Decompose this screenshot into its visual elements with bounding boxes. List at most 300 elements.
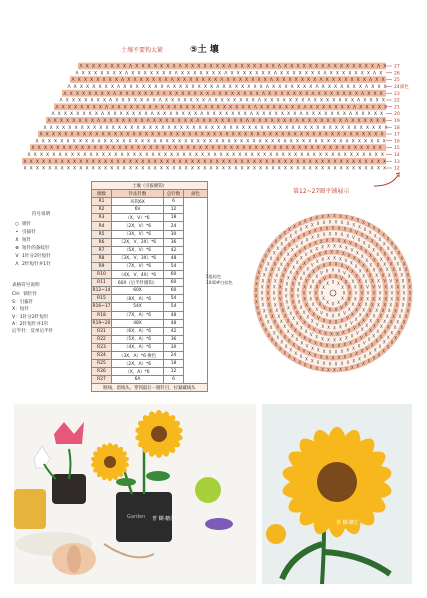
stitch-mark: X — [71, 98, 75, 104]
table-footer-row — [92, 384, 208, 392]
stitch-mark: Λ — [357, 98, 361, 104]
round-stitch-mark: X — [400, 272, 404, 278]
round-stitch-mark: X — [298, 221, 302, 226]
round-stitch-mark: X — [340, 318, 344, 324]
round-stitch-mark: X — [294, 328, 297, 333]
round-stitch-mark: X — [276, 256, 280, 262]
stitch-mark: X — [164, 98, 168, 104]
row-label: 21 — [394, 105, 400, 111]
stitch-mark: X — [244, 132, 248, 138]
stitch-mark: X — [70, 132, 74, 138]
stitch-mark: X — [39, 132, 43, 138]
stitch-mark: X — [318, 112, 322, 118]
stitch-mark: X — [259, 166, 263, 172]
stitch-mark: X — [85, 64, 89, 70]
stitch-mark: X — [279, 146, 283, 152]
stitch-mark: X — [258, 139, 262, 145]
round-stitch-mark: X — [287, 275, 290, 281]
stitch-mark: X — [242, 146, 246, 152]
stitch-mark: X — [327, 85, 331, 90]
table-cell: R22 — [92, 335, 112, 343]
table-cell: 6 — [164, 198, 184, 206]
stitch-mark: X — [242, 71, 246, 77]
round-stitch-mark: X — [347, 328, 351, 334]
stitch-mark: X — [128, 166, 132, 172]
round-stitch-mark: X — [297, 299, 301, 305]
round-stitch-mark: X — [402, 261, 406, 267]
round-stitch-mark: X — [334, 307, 338, 313]
stitch-mark: X — [79, 85, 83, 90]
legend-text: 短针 — [22, 238, 32, 243]
stitch-mark: Λ — [295, 119, 299, 124]
table-cell: 60 — [164, 279, 184, 287]
stitch-mark: X — [284, 64, 288, 70]
stitch-mark: X — [69, 91, 73, 97]
table-cell: R23 — [92, 343, 112, 351]
stitch-mark: X — [87, 146, 91, 152]
stitch-mark: X — [137, 71, 141, 77]
stitch-mark: X — [252, 166, 256, 172]
table-cell: R18 — [92, 311, 112, 319]
stitch-mark: Λ — [101, 112, 105, 118]
legend-symbol: ⊗ — [15, 246, 19, 251]
stitch-mark: X — [184, 166, 188, 172]
stitch-mark: X — [343, 132, 347, 138]
stitch-mark: X — [224, 91, 228, 97]
stitch-mark: X — [296, 64, 300, 70]
stitch-mark: X — [190, 139, 194, 145]
stitch-mark: Λ — [245, 119, 249, 124]
table-cell: R5 — [92, 230, 112, 238]
stitch-mark: Λ — [345, 119, 349, 124]
stitch-mark: X — [276, 119, 280, 124]
stitch-mark: X — [377, 85, 381, 90]
round-stitch-mark: X — [325, 268, 329, 274]
round-stitch-mark: X — [386, 324, 390, 330]
round-stitch-mark: X — [302, 270, 306, 276]
stitch-mark: X — [332, 98, 336, 104]
stitch-mark: X — [372, 125, 376, 131]
round-stitch-mark: X — [341, 285, 344, 290]
stitch-mark: X — [109, 119, 113, 124]
round-stitch-mark: X — [396, 284, 400, 290]
stitch-mark: X — [297, 105, 301, 111]
round-stitch-mark: X — [266, 261, 270, 267]
stitch-mark: X — [141, 85, 145, 90]
stitch-mark: X — [121, 119, 125, 124]
round-stitch-mark: X — [357, 343, 361, 349]
stitch-mark: X — [179, 125, 183, 131]
round-stitch-mark: V — [340, 305, 343, 311]
round-stitch-mark: V — [362, 340, 366, 346]
round-stitch-mark: X — [279, 329, 283, 335]
stitch-mark: X — [302, 64, 306, 70]
stitch-mark: Λ — [166, 85, 170, 90]
stitch-mark: X — [363, 98, 367, 104]
stitch-mark: X — [207, 78, 211, 84]
round-stitch-mark: X — [386, 335, 390, 341]
round-stitch-mark: X — [334, 219, 338, 225]
stitch-mark: X — [23, 166, 27, 172]
stitch-mark: X — [164, 78, 168, 84]
round-stitch-mark: V — [317, 265, 320, 271]
stitch-mark: X — [271, 139, 275, 145]
stitch-mark: X — [312, 132, 316, 138]
round-stitch-mark: X — [333, 255, 336, 261]
stitch-mark: X — [151, 153, 155, 158]
round-stitch-mark: X — [328, 349, 332, 355]
stitch-mark: X — [267, 146, 271, 152]
stitch-mark: X — [91, 166, 95, 172]
stitch-mark: X — [202, 98, 206, 104]
stitch-mark: X — [123, 105, 127, 111]
round-stitch-mark: X — [254, 293, 258, 299]
table-cell: R19~20 — [92, 320, 111, 326]
round-stitch-mark: V — [315, 321, 319, 327]
stitch-mark: Λ — [67, 85, 71, 90]
stitch-mark: X — [124, 146, 128, 152]
stitch-mark: X — [348, 91, 352, 97]
stitch-mark: X — [277, 139, 281, 145]
stitch-mark: X — [383, 85, 387, 90]
round-stitch-mark: X — [397, 330, 401, 336]
stitch-mark: X — [89, 132, 93, 138]
stitch-mark: X — [328, 125, 332, 131]
stitch-mark: X — [185, 85, 189, 90]
round-stitch-mark: X — [339, 336, 342, 342]
stitch-mark: Λ — [208, 98, 212, 104]
round-stitch-mark: X — [350, 333, 354, 339]
stitch-mark: X — [206, 132, 210, 138]
stitch-mark: X — [83, 78, 87, 84]
stitch-mark: X — [120, 132, 124, 138]
round-stitch-mark: X — [303, 245, 307, 251]
stitch-mark: X — [217, 146, 221, 152]
stitch-mark: X — [338, 98, 342, 104]
round-stitch-mark: X — [309, 296, 313, 302]
stitch-mark: X — [331, 78, 335, 84]
stitch-mark: X — [263, 153, 267, 158]
stitch-mark: X — [194, 153, 198, 158]
section-mark: ⑤ — [190, 45, 198, 55]
round-stitch-mark: X — [350, 365, 354, 371]
round-stitch-mark: X — [350, 260, 353, 266]
stitch-mark: X — [263, 78, 267, 84]
stitch-mark: X — [152, 119, 156, 124]
round-stitch-mark: X — [297, 281, 301, 287]
round-stitch-mark: X — [404, 267, 408, 272]
stitch-mark: X — [29, 159, 33, 165]
stitch-mark: X — [289, 119, 293, 124]
stitch-mark: X — [343, 153, 347, 158]
round-stitch-mark: X — [406, 308, 410, 314]
round-stitch-mark: X — [367, 222, 371, 228]
round-stitch-mark: X — [360, 296, 363, 302]
round-stitch-mark: X — [365, 267, 369, 273]
round-stitch-mark: X — [349, 228, 353, 233]
round-stitch-mark: X — [340, 232, 344, 238]
round-stitch-mark: X — [321, 244, 324, 250]
stitch-mark: X — [246, 166, 250, 172]
stitch-mark: X — [357, 139, 361, 145]
round-stitch-mark: X — [311, 279, 315, 284]
round-stitch-mark: X — [259, 316, 262, 322]
round-stitch-mark: X — [261, 278, 265, 284]
stitch-mark: X — [291, 105, 295, 111]
stitch-mark: X — [344, 78, 348, 84]
legend-text: 1针分2针短针 — [22, 254, 51, 259]
round-stitch-mark: X — [305, 278, 308, 284]
round-stitch-mark: X — [351, 302, 355, 307]
stitch-mark: X — [199, 71, 203, 77]
stitch-mark: X — [295, 98, 299, 104]
round-stitch-mark: X — [322, 318, 326, 324]
stitch-mark: X — [167, 105, 171, 111]
round-stitch-mark: X — [274, 342, 278, 348]
stitch-mark: X — [299, 132, 303, 138]
stitch-mark: Λ — [63, 91, 67, 97]
round-stitch-mark: V — [378, 290, 382, 296]
round-stitch-mark: X — [325, 225, 329, 231]
stitch-mark: X — [145, 153, 149, 158]
stitch-mark: X — [153, 64, 157, 70]
stitch-mark: X — [105, 146, 109, 152]
stitch-mark: Λ — [307, 98, 311, 104]
stitch-mark: X — [175, 112, 179, 118]
stitch-mark: X — [252, 139, 256, 145]
round-stitch-mark: X — [343, 226, 347, 232]
stitch-mark: X — [184, 139, 188, 145]
stitch-mark: X — [198, 105, 202, 111]
stitch-mark: X — [271, 64, 275, 70]
stitch-mark: X — [48, 159, 52, 165]
stitch-mark: X — [268, 91, 272, 97]
stitch-mark: X — [286, 91, 290, 97]
stitch-mark: X — [225, 112, 229, 118]
round-stitch-mark: X — [298, 360, 302, 365]
round-stitch-mark: V — [349, 240, 352, 246]
stitch-mark: X — [95, 153, 99, 158]
round-stitch-mark: X — [334, 361, 338, 367]
round-stitch-mark: X — [290, 287, 294, 293]
stitch-mark: X — [301, 98, 305, 104]
stitch-mark: X — [184, 64, 188, 70]
stitch-mark: X — [323, 91, 327, 97]
stitch-mark: Λ — [249, 112, 253, 118]
round-stitch-mark: X — [377, 228, 381, 234]
stitch-mark: X — [240, 159, 244, 165]
table-cell: R6 — [92, 238, 112, 246]
stitch-mark: X — [364, 159, 368, 165]
stitch-mark: X — [60, 159, 64, 165]
stitch-mark: X — [121, 98, 125, 104]
legend2-item: S：引拔针 — [12, 299, 34, 305]
round-stitch-mark: X — [262, 308, 266, 314]
round-stitch-mark: X — [389, 261, 393, 267]
round-stitch-mark: X — [368, 351, 372, 356]
round-stitch-mark: X — [309, 216, 313, 222]
stitch-mark: X — [139, 78, 143, 84]
stitch-mark: X — [305, 112, 309, 118]
stitch-mark: X — [315, 105, 319, 111]
round-stitch-mark: X — [346, 221, 350, 227]
stitch-mark: X — [220, 98, 224, 104]
round-stitch-mark: X — [372, 355, 376, 361]
round-stitch-mark: X — [272, 290, 276, 296]
stitch-mark: X — [259, 85, 263, 90]
stitch-mark: X — [241, 125, 245, 131]
round-stitch-mark: X — [299, 315, 302, 321]
round-stitch-mark: X — [306, 266, 310, 272]
stitch-mark: X — [329, 71, 333, 77]
stitch-mark: X — [188, 132, 192, 138]
round-stitch-mark: X — [325, 312, 329, 318]
stitch-mark: X — [94, 112, 98, 118]
round-stitch-mark: X — [303, 335, 307, 341]
stitch-mark: X — [91, 64, 95, 70]
round-stitch-mark: X — [346, 359, 350, 365]
stitch-mark: X — [194, 112, 198, 118]
round-stitch-mark: X — [353, 255, 356, 261]
stitch-mark: X — [357, 119, 361, 124]
stitch-mark: X — [335, 146, 339, 152]
round-stitch-mark: X — [385, 267, 389, 273]
pot-text: Garden — [127, 514, 146, 520]
stitch-mark: X — [184, 159, 188, 165]
round-stitch-mark: X — [372, 296, 375, 302]
round-stitch-mark: X — [328, 273, 332, 279]
stitch-mark: X — [364, 166, 368, 172]
stitch-mark: X — [171, 139, 175, 145]
stitch-mark: X — [381, 78, 385, 84]
round-stitch-mark: X — [278, 346, 282, 352]
round-stitch-mark: X — [351, 279, 355, 284]
stitch-mark: X — [271, 166, 275, 172]
stitch-mark: X — [194, 132, 198, 138]
stitch-mark: Λ — [315, 85, 319, 90]
stitch-mark: X — [60, 139, 64, 145]
stitch-mark: X — [45, 132, 49, 138]
stitch-mark: X — [80, 105, 84, 111]
stitch-mark: X — [376, 166, 380, 172]
round-stitch-mark: X — [295, 321, 299, 326]
potted-flowers-photo — [14, 404, 256, 584]
stitch-mark: X — [290, 64, 294, 70]
round-stitch-mark: X — [255, 299, 258, 305]
stitch-mark: X — [79, 159, 83, 165]
table-cell: 24 — [164, 351, 184, 359]
legend-item — [12, 229, 70, 237]
stitch-mark: X — [373, 112, 377, 118]
stitch-mark: X — [325, 78, 329, 84]
stitch-mark: X — [210, 85, 214, 90]
round-stitch-mark: X — [379, 313, 383, 319]
stitch-mark: X — [326, 98, 330, 104]
round-stitch-mark: X — [287, 305, 290, 311]
stitch-mark: X — [248, 146, 252, 152]
stitch-mark: X — [106, 91, 110, 97]
round-stitch-mark: X — [270, 337, 274, 343]
stitch-mark: X — [167, 125, 171, 131]
stitch-mark: X — [375, 78, 379, 84]
stitch-mark: X — [270, 98, 274, 104]
round-stitch-mark: X — [334, 261, 338, 267]
round-stitch-mark: V — [323, 305, 326, 311]
stitch-mark: X — [246, 159, 250, 165]
stitch-mark: X — [237, 112, 241, 118]
stitch-mark: X — [365, 125, 369, 131]
round-stitch-mark: X — [358, 278, 361, 284]
round-stitch-mark: X — [315, 246, 319, 252]
round-stitch-mark: X — [331, 237, 335, 243]
round-stitch-mark: X — [358, 268, 362, 274]
stitch-mark: X — [100, 91, 104, 97]
stitch-mark: X — [345, 166, 349, 172]
stitch-mark: X — [80, 125, 84, 131]
round-stitch-mark: X — [378, 343, 382, 349]
stitch-mark: X — [181, 91, 185, 97]
stitch-mark: X — [215, 159, 219, 165]
stitch-mark: X — [199, 91, 203, 97]
symbol-legend — [12, 211, 70, 269]
round-stitch-mark: X — [261, 258, 265, 264]
round-stitch-mark: X — [345, 245, 348, 251]
stitch-mark: X — [221, 139, 225, 145]
stitch-mark: X — [233, 139, 237, 145]
stitch-mark: X — [349, 132, 353, 138]
round-stitch-mark: V — [355, 229, 358, 235]
stitch-mark: X — [218, 91, 222, 97]
round-stitch-mark: X — [286, 318, 290, 324]
stitch-mark: Λ — [228, 64, 232, 70]
stitch-mark: X — [256, 112, 260, 118]
round-stitch-mark: X — [373, 347, 377, 353]
round-stitch-mark: X — [314, 340, 317, 346]
stitch-mark: X — [308, 159, 312, 165]
stitch-mark: X — [262, 132, 266, 138]
stitch-mark: X — [332, 119, 336, 124]
stitch-mark: X — [296, 85, 300, 90]
stitch-mark: X — [47, 139, 51, 145]
stitch-mark: X — [247, 85, 251, 90]
round-stitch-mark: X — [383, 261, 386, 267]
stitch-mark: X — [384, 125, 388, 131]
stitch-mark: X — [132, 132, 136, 138]
stitch-mark: Λ — [79, 64, 83, 70]
stitch-mark: X — [358, 159, 362, 165]
stitch-mark: X — [205, 146, 209, 152]
round-stitch-mark: X — [355, 351, 358, 357]
stitch-mark: X — [246, 139, 250, 145]
table-cell: 6A — [112, 376, 164, 384]
round-stitch-mark: X — [346, 347, 350, 353]
round-stitch-mark: X — [339, 324, 342, 330]
stitch-mark: X — [244, 153, 248, 158]
stitch-mark: X — [125, 112, 129, 118]
stitch-mark: X — [142, 125, 146, 131]
legend-text: 短针的条纹针 — [22, 246, 50, 251]
round-stitch-mark: X — [303, 362, 307, 368]
round-stitch-mark: X — [365, 313, 369, 319]
round-stitch-mark: X — [386, 245, 390, 251]
round-stitch-mark: V — [366, 284, 369, 290]
round-stitch-mark: X — [286, 262, 290, 268]
stitch-mark: X — [284, 105, 288, 111]
stitch-mark: X — [317, 71, 321, 77]
stitch-mark: X — [234, 64, 238, 70]
round-stitch-mark: X — [389, 319, 393, 325]
round-stitch-mark: X — [357, 259, 361, 264]
